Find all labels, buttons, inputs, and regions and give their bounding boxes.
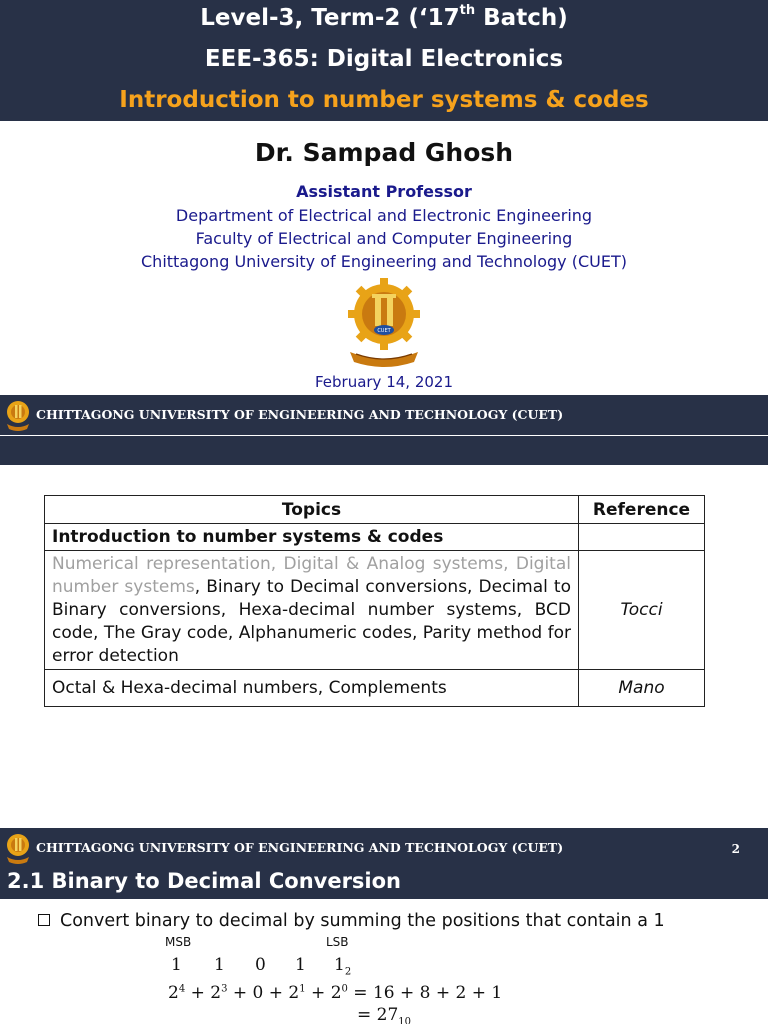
author-name: Dr. Sampad Ghosh bbox=[254, 138, 514, 167]
table-header-row bbox=[45, 496, 705, 524]
lecture-date: February 14, 2021 bbox=[314, 373, 454, 391]
decimal-result: = $27_{10}$ bbox=[357, 1005, 412, 1024]
covered-topics: Numerical representation, Digital & Analog systems, Digital number systems bbox=[52, 554, 571, 597]
power-term: 0 bbox=[252, 983, 264, 1003]
university-footer-text: CHITTAGONG UNIVERSITY OF ENGINEERING AND TECHNOLOGY (CUET) bbox=[36, 407, 564, 422]
bullet-text: Convert binary to decimal by summing the positions that contain a 1 bbox=[60, 911, 665, 931]
title-header bbox=[0, 0, 768, 121]
cuet-logo bbox=[342, 274, 426, 370]
section-row bbox=[45, 524, 705, 551]
course-level: Level-3, Term-2 (‘17th Batch) bbox=[200, 3, 568, 31]
topics-table bbox=[44, 495, 705, 707]
topic-reference: Tocci bbox=[579, 551, 705, 670]
department: Department of Electrical and Electronic Engineering bbox=[175, 206, 593, 225]
section-title-bar bbox=[0, 866, 768, 899]
binary-digit: 1 bbox=[214, 955, 225, 975]
university: Chittagong University of Engineering and Technology (CUET) bbox=[141, 252, 627, 271]
power-term: $2^1$ bbox=[288, 983, 306, 1003]
binary-digit: 1 bbox=[295, 955, 306, 975]
lsb-label: LSB bbox=[326, 935, 349, 949]
cuet-gear-icon bbox=[4, 831, 32, 865]
lecture-title: Introduction to number systems & codes bbox=[119, 87, 649, 113]
power-expansion: $2^4 + 2^3 + 0 + 2^1 + 2^0 = 16 + 8 + 2 + 1$ bbox=[168, 983, 503, 1003]
reference-header: Reference bbox=[579, 496, 705, 524]
power-term: $2^4$ bbox=[168, 983, 186, 1003]
topics-header: Topics bbox=[45, 496, 579, 524]
msb-label: MSB bbox=[165, 935, 192, 949]
section-title: Introduction to number systems & codes bbox=[45, 524, 579, 551]
faculty: Faculty of Electrical and Computer Engineering bbox=[195, 229, 573, 248]
slide-separator bbox=[0, 436, 768, 465]
university-footer-bar bbox=[0, 395, 768, 435]
author-rank: Assistant Professor bbox=[296, 182, 472, 201]
binary-digit: $1_2$ bbox=[334, 955, 352, 978]
sum-expression: = 16 + 8 + 2 + 1 bbox=[353, 983, 503, 1003]
binary-digit: 1 bbox=[171, 955, 182, 975]
logo-text: CUET bbox=[377, 328, 391, 334]
binary-digit: 0 bbox=[255, 955, 266, 975]
checkbox-bullet-icon bbox=[38, 914, 50, 926]
university-footer-text: CHITTAGONG UNIVERSITY OF ENGINEERING AND TECHNOLOGY (CUET) bbox=[36, 840, 564, 855]
power-term: $2^3$ bbox=[210, 983, 228, 1003]
topic-description: Octal & Hexa-decimal numbers, Complements bbox=[45, 670, 579, 707]
topic-reference: Mano bbox=[579, 670, 705, 707]
cuet-gear-icon bbox=[4, 398, 32, 432]
course-code: EEE-365: Digital Electronics bbox=[204, 46, 564, 72]
power-term: $2^0$ bbox=[330, 983, 348, 1003]
remaining-topics: , Binary to Decimal conversions, Decimal to Binary conversions, Hexa-decimal number systems, BCD code, The Gray code, Alphanumeric codes, Parity method for error detection bbox=[52, 577, 571, 666]
page-number: 2 bbox=[731, 842, 740, 856]
section-reference bbox=[579, 524, 705, 551]
section-heading: 2.1 Binary to Decimal Conversion bbox=[7, 869, 402, 893]
topic-description bbox=[45, 551, 579, 670]
table-row bbox=[45, 551, 705, 670]
bullet-point bbox=[38, 911, 665, 931]
university-footer-bar bbox=[0, 828, 768, 868]
table-row bbox=[45, 670, 705, 707]
